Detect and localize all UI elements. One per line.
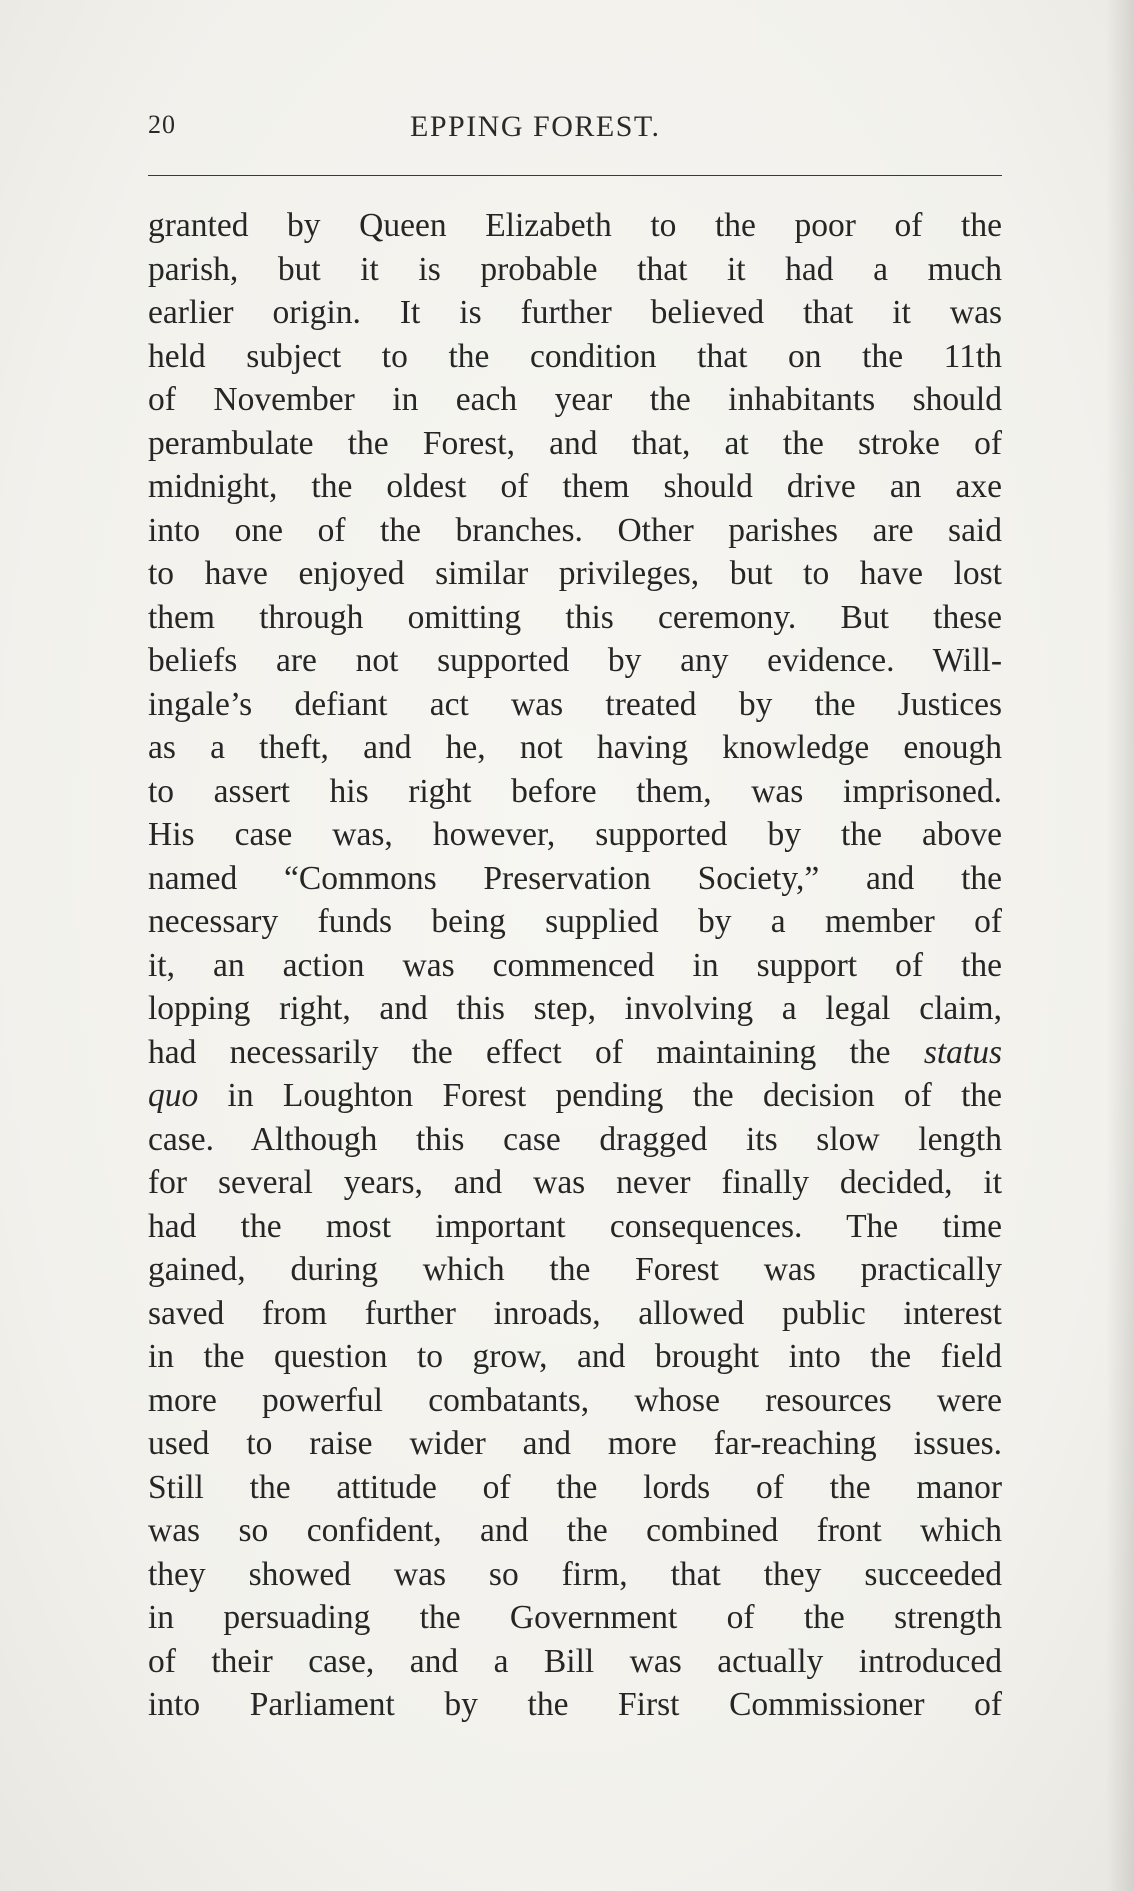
text-line — [148, 1031, 1002, 1075]
text-line: named “Commons Preservation Society,” and the — [148, 859, 1002, 897]
text-line: ingale’s defiant act was treated by the Justices — [148, 685, 1002, 723]
running-title: EPPING FOREST. — [410, 110, 661, 143]
body-paragraph — [148, 204, 1002, 1727]
text-line: parish, but it is probable that it had a much — [148, 250, 1002, 288]
text-line: into one of the branches. Other parishes are said — [148, 511, 1002, 549]
text-line: for several years, and was never finally decided, it — [148, 1164, 1002, 1201]
text-line: more powerful combatants, whose resources were — [148, 1381, 1002, 1419]
text-line: Still the attitude of the lords of the manor — [148, 1468, 1002, 1506]
running-head — [148, 110, 1002, 150]
text-line: them through omitting this ceremony. But these — [148, 598, 1002, 636]
text-line: perambulate the Forest, and that, at the stroke of — [148, 424, 1002, 462]
text-line: to assert his right before them, was imprisoned. — [148, 772, 1002, 810]
text-line: necessary funds being supplied by a member of — [148, 903, 1002, 940]
page-number: 20 — [148, 110, 176, 139]
text-line: beliefs are not supported by any evidence. Will- — [148, 642, 1002, 679]
text-line: they showed was so firm, that they succeeded — [148, 1555, 1002, 1593]
text-line: lopping right, and this step, involving a legal claim, — [148, 990, 1002, 1027]
text-line: into Parliament by the First Commissioner of — [148, 1686, 1002, 1723]
text-line: of November in each year the inhabitants should — [148, 381, 1002, 418]
text-line: granted by Queen Elizabeth to the poor of the — [148, 207, 1002, 244]
text-line: in the question to grow, and brought into the field — [148, 1338, 1002, 1375]
text-segment: in Loughton Forest pending the decision of the — [227, 1077, 1002, 1114]
text-line: to have enjoyed similar privileges, but to have lost — [148, 555, 1002, 592]
text-segment: had necessarily the effect of maintaining the — [148, 1033, 891, 1071]
italic-phrase: status — [923, 1033, 1002, 1071]
text-line: gained, during which the Forest was practically — [148, 1251, 1002, 1288]
text-line: used to raise wider and more far-reaching issues. — [148, 1425, 1002, 1462]
text-line: it, an action was commenced in support of the — [148, 946, 1002, 984]
text-line: earlier origin. It is further believed that it was — [148, 294, 1002, 331]
text-line: midnight, the oldest of them should drive an axe — [148, 468, 1002, 505]
text-line: saved from further inroads, allowed public interest — [148, 1294, 1002, 1332]
header-rule — [148, 175, 1002, 176]
text-line: His case was, however, supported by the above — [148, 816, 1002, 853]
text-line — [148, 1074, 1002, 1118]
text-line: was so confident, and the combined front which — [148, 1512, 1002, 1549]
text-line: had the most important consequences. The time — [148, 1207, 1002, 1245]
text-line: of their case, and a Bill was actually introduced — [148, 1642, 1002, 1680]
text-line: as a theft, and he, not having knowledge enough — [148, 729, 1002, 766]
text-line: case. Although this case dragged its slow length — [148, 1120, 1002, 1158]
page-edge-shadow — [1106, 0, 1134, 1891]
text-line: held subject to the condition that on the 11th — [148, 337, 1002, 375]
text-line: in persuading the Government of the strength — [148, 1599, 1002, 1636]
italic-phrase: quo — [148, 1077, 199, 1114]
